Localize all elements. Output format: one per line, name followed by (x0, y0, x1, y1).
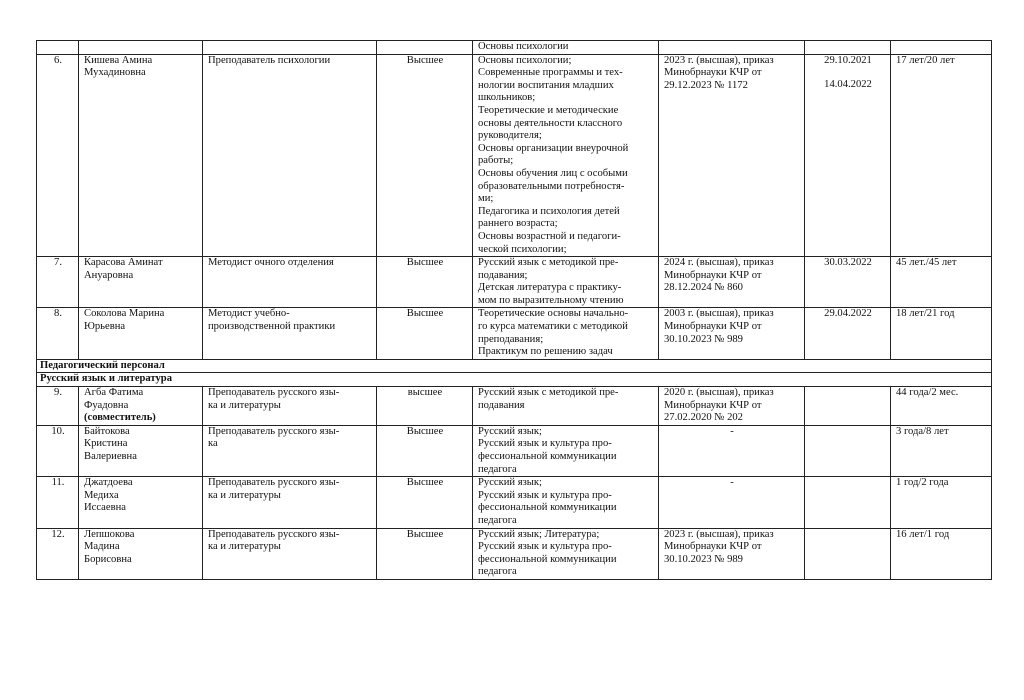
document-page (36, 40, 991, 580)
subject-line: подавания (478, 399, 525, 411)
subject-line: педагога (478, 463, 517, 475)
position-line: Преподаватель русского язы- (208, 528, 340, 540)
subject-line: Русский язык и культура про- (478, 489, 612, 501)
experience-cell: 1 год/2 года (891, 477, 992, 528)
position-cell (203, 54, 377, 257)
row-number-cell (37, 41, 79, 55)
position-cell (203, 528, 377, 579)
subject-line: Основы обучения лиц с особыми (478, 167, 628, 179)
subject-line: го курса математики с методикой (478, 321, 628, 333)
name-line: Соколова Марина (84, 308, 165, 320)
position-line: Преподаватель русского язы- (208, 477, 340, 489)
qualification-line: 30.10.2023 № 989 (664, 553, 743, 565)
qualification-line: 2023 г. (высшая), приказ (664, 528, 774, 540)
subjects-cell (473, 308, 659, 359)
subjects-cell (473, 54, 659, 257)
experience-cell: 45 лет./45 лет (891, 257, 992, 308)
qualification-line: 2003 г. (высшая), приказ (664, 308, 774, 320)
section-row (37, 373, 992, 387)
subject-line: Педагогика и психология детей (478, 205, 620, 217)
section-title: Педагогический персонал (37, 359, 992, 373)
name-line: Лепшокова (84, 528, 135, 540)
subject-line: школьников; (478, 92, 536, 104)
subject-line: Основы психологии (478, 41, 569, 52)
qualification-cell (659, 528, 805, 579)
subject-line: Теоретические основы начально- (478, 308, 629, 320)
dates-cell (805, 477, 891, 528)
position-line: Методист учебно- (208, 308, 290, 320)
subject-line: Русский язык с методикой пре- (478, 257, 619, 269)
education-cell: Высшее (377, 54, 473, 257)
name-cell (79, 477, 203, 528)
position-line: Преподаватель русского язы- (208, 387, 340, 399)
dates-cell (805, 257, 891, 308)
subject-line: Основы возрастной и педагоги- (478, 230, 621, 242)
subject-line: Русский язык; Литература; (478, 528, 600, 540)
name-line: Иссаевна (84, 502, 126, 514)
date-line: 30.03.2022 (824, 257, 872, 269)
table-row (37, 528, 992, 579)
subject-line: раннего возраста; (478, 218, 558, 230)
education-cell: Высшее (377, 308, 473, 359)
table-row (37, 387, 992, 426)
subject-line: мом по выразительному чтению (478, 294, 624, 306)
position-line: ка (208, 438, 218, 450)
experience-cell: 44 года/2 мес. (891, 387, 992, 426)
subject-line: педагога (478, 566, 517, 578)
dates-cell (805, 54, 891, 257)
subject-line: ми; (478, 193, 494, 205)
qualification-cell (659, 54, 805, 257)
name-line: Борисовна (84, 553, 132, 565)
qualification-cell (659, 477, 805, 528)
qualification-line: 30.10.2023 № 989 (664, 333, 743, 345)
subject-line: Русский язык и культура про- (478, 541, 612, 553)
position-cell (203, 308, 377, 359)
name-cell (79, 387, 203, 426)
section-row (37, 359, 992, 373)
qualification-line: - (730, 477, 734, 489)
dates-cell (805, 41, 891, 55)
qualification-line: Минобрнауки КЧР от (664, 541, 762, 553)
qualification-line: Минобрнауки КЧР от (664, 269, 762, 281)
name-line: Мухадиновна (84, 67, 146, 79)
qualification-line: 28.12.2024 № 860 (664, 282, 743, 294)
name-line: Ануаровна (84, 269, 134, 281)
row-number-cell: 11. (37, 477, 79, 528)
qualification-line: 27.02.2020 № 202 (664, 412, 743, 424)
position-cell (203, 387, 377, 426)
subject-line: работы; (478, 155, 514, 167)
subject-line: подавания; (478, 269, 528, 281)
subject-line: руководителя; (478, 130, 542, 142)
education-cell: Высшее (377, 257, 473, 308)
qualification-line: Минобрнауки КЧР от (664, 321, 762, 333)
subject-line: Основы психологии; (478, 54, 572, 66)
position-cell (203, 477, 377, 528)
qualification-cell (659, 41, 805, 55)
subject-line: ческой психологии; (478, 243, 567, 255)
name-cell (79, 425, 203, 476)
table-row (37, 425, 992, 476)
position-line: Преподаватель русского язы- (208, 425, 340, 437)
table-row (37, 308, 992, 359)
name-line: Фуадовна (84, 399, 129, 411)
date-line: 14.04.2022 (824, 79, 872, 91)
subject-line: педагога (478, 514, 517, 526)
name-note: (совместитель) (84, 412, 156, 424)
subjects-cell (473, 257, 659, 308)
name-line: Юрьевна (84, 321, 126, 333)
position-line: Преподаватель психологии (208, 54, 331, 66)
table-body-bottom (37, 387, 992, 580)
date-line: 29.04.2022 (824, 308, 872, 320)
experience-cell (891, 41, 992, 55)
subject-line: Русский язык с методикой пре- (478, 387, 619, 399)
experience-cell: 18 лет/21 год (891, 308, 992, 359)
subject-line: Русский язык; (478, 425, 542, 437)
dates-cell (805, 425, 891, 476)
dates-cell (805, 387, 891, 426)
name-line: Мадина (84, 541, 120, 553)
education-cell: Высшее (377, 528, 473, 579)
experience-cell: 16 лет/1 год (891, 528, 992, 579)
position-cell (203, 425, 377, 476)
experience-cell: 3 года/8 лет (891, 425, 992, 476)
subject-line: Детская литература с практику- (478, 282, 622, 294)
position-line: Методист очного отделения (208, 257, 334, 269)
subject-line: основы деятельности классного (478, 117, 623, 129)
table-body-top (37, 41, 992, 360)
subjects-cell (473, 477, 659, 528)
dates-cell (805, 528, 891, 579)
qualification-cell (659, 387, 805, 426)
qualification-cell (659, 308, 805, 359)
table-row (37, 54, 992, 257)
subject-line: Теоретические и методические (478, 104, 619, 116)
education-cell: Высшее (377, 425, 473, 476)
subjects-cell (473, 41, 659, 55)
subject-line: Русский язык и культура про- (478, 438, 612, 450)
qualification-line: Минобрнауки КЧР от (664, 399, 762, 411)
name-line: Кристина (84, 438, 128, 450)
subject-line: Основы организации внеурочной (478, 142, 629, 154)
education-cell: высшее (377, 387, 473, 426)
table-row (37, 477, 992, 528)
row-number-cell: 9. (37, 387, 79, 426)
qualification-line: 2024 г. (высшая), приказ (664, 257, 774, 269)
subjects-cell (473, 425, 659, 476)
subject-line: фессиональной коммуникации (478, 451, 617, 462)
name-line: Джатдоева (84, 477, 133, 489)
table-body-sections (37, 359, 992, 386)
qualification-line: - (730, 425, 734, 437)
name-line: Валериевна (84, 451, 137, 462)
qualification-line: 29.12.2023 № 1172 (664, 79, 748, 91)
qualification-line: 2020 г. (высшая), приказ (664, 387, 774, 399)
table-row (37, 257, 992, 308)
subject-line: Русский язык; (478, 477, 542, 489)
subject-line: Современные программы и тех- (478, 67, 623, 79)
row-number-cell: 12. (37, 528, 79, 579)
position-cell (203, 41, 377, 55)
qualification-cell (659, 257, 805, 308)
name-cell (79, 528, 203, 579)
qualification-line: 2023 г. (высшая), приказ (664, 54, 774, 66)
date-line: 29.10.2021 (824, 54, 872, 66)
line-gap (810, 67, 886, 79)
name-cell (79, 54, 203, 257)
position-line: ка и литературы (208, 399, 281, 411)
qualification-cell (659, 425, 805, 476)
position-line: производственной практики (208, 321, 336, 333)
name-line: Медиха (84, 489, 119, 501)
experience-cell: 17 лет/20 лет (891, 54, 992, 257)
name-line: Байтокова (84, 425, 130, 437)
row-number-cell: 10. (37, 425, 79, 476)
name-cell (79, 41, 203, 55)
qualification-line: Минобрнауки КЧР от (664, 67, 762, 79)
staff-table (36, 40, 992, 580)
subjects-cell (473, 387, 659, 426)
name-line: Карасова Аминат (84, 257, 163, 269)
position-cell (203, 257, 377, 308)
row-number-cell: 7. (37, 257, 79, 308)
name-cell (79, 308, 203, 359)
subjects-cell (473, 528, 659, 579)
subject-line: фессиональной коммуникации (478, 553, 617, 565)
row-number-cell: 6. (37, 54, 79, 257)
row-number-cell: 8. (37, 308, 79, 359)
position-line: ка и литературы (208, 489, 281, 501)
name-line: Кишева Амина (84, 54, 153, 66)
education-cell: Высшее (377, 477, 473, 528)
subject-line: нологии воспитания младших (478, 79, 614, 91)
subject-line: образовательными потребностя- (478, 180, 625, 192)
table-row (37, 41, 992, 55)
subject-line: фессиональной коммуникации (478, 502, 617, 514)
section-subtitle: Русский язык и литература (37, 373, 992, 387)
dates-cell (805, 308, 891, 359)
name-cell (79, 257, 203, 308)
subject-line: преподавания; (478, 333, 544, 345)
education-cell (377, 41, 473, 55)
subject-line: Практикум по решению задач (478, 346, 613, 358)
name-line: Агба Фатима (84, 387, 144, 399)
position-line: ка и литературы (208, 541, 281, 553)
